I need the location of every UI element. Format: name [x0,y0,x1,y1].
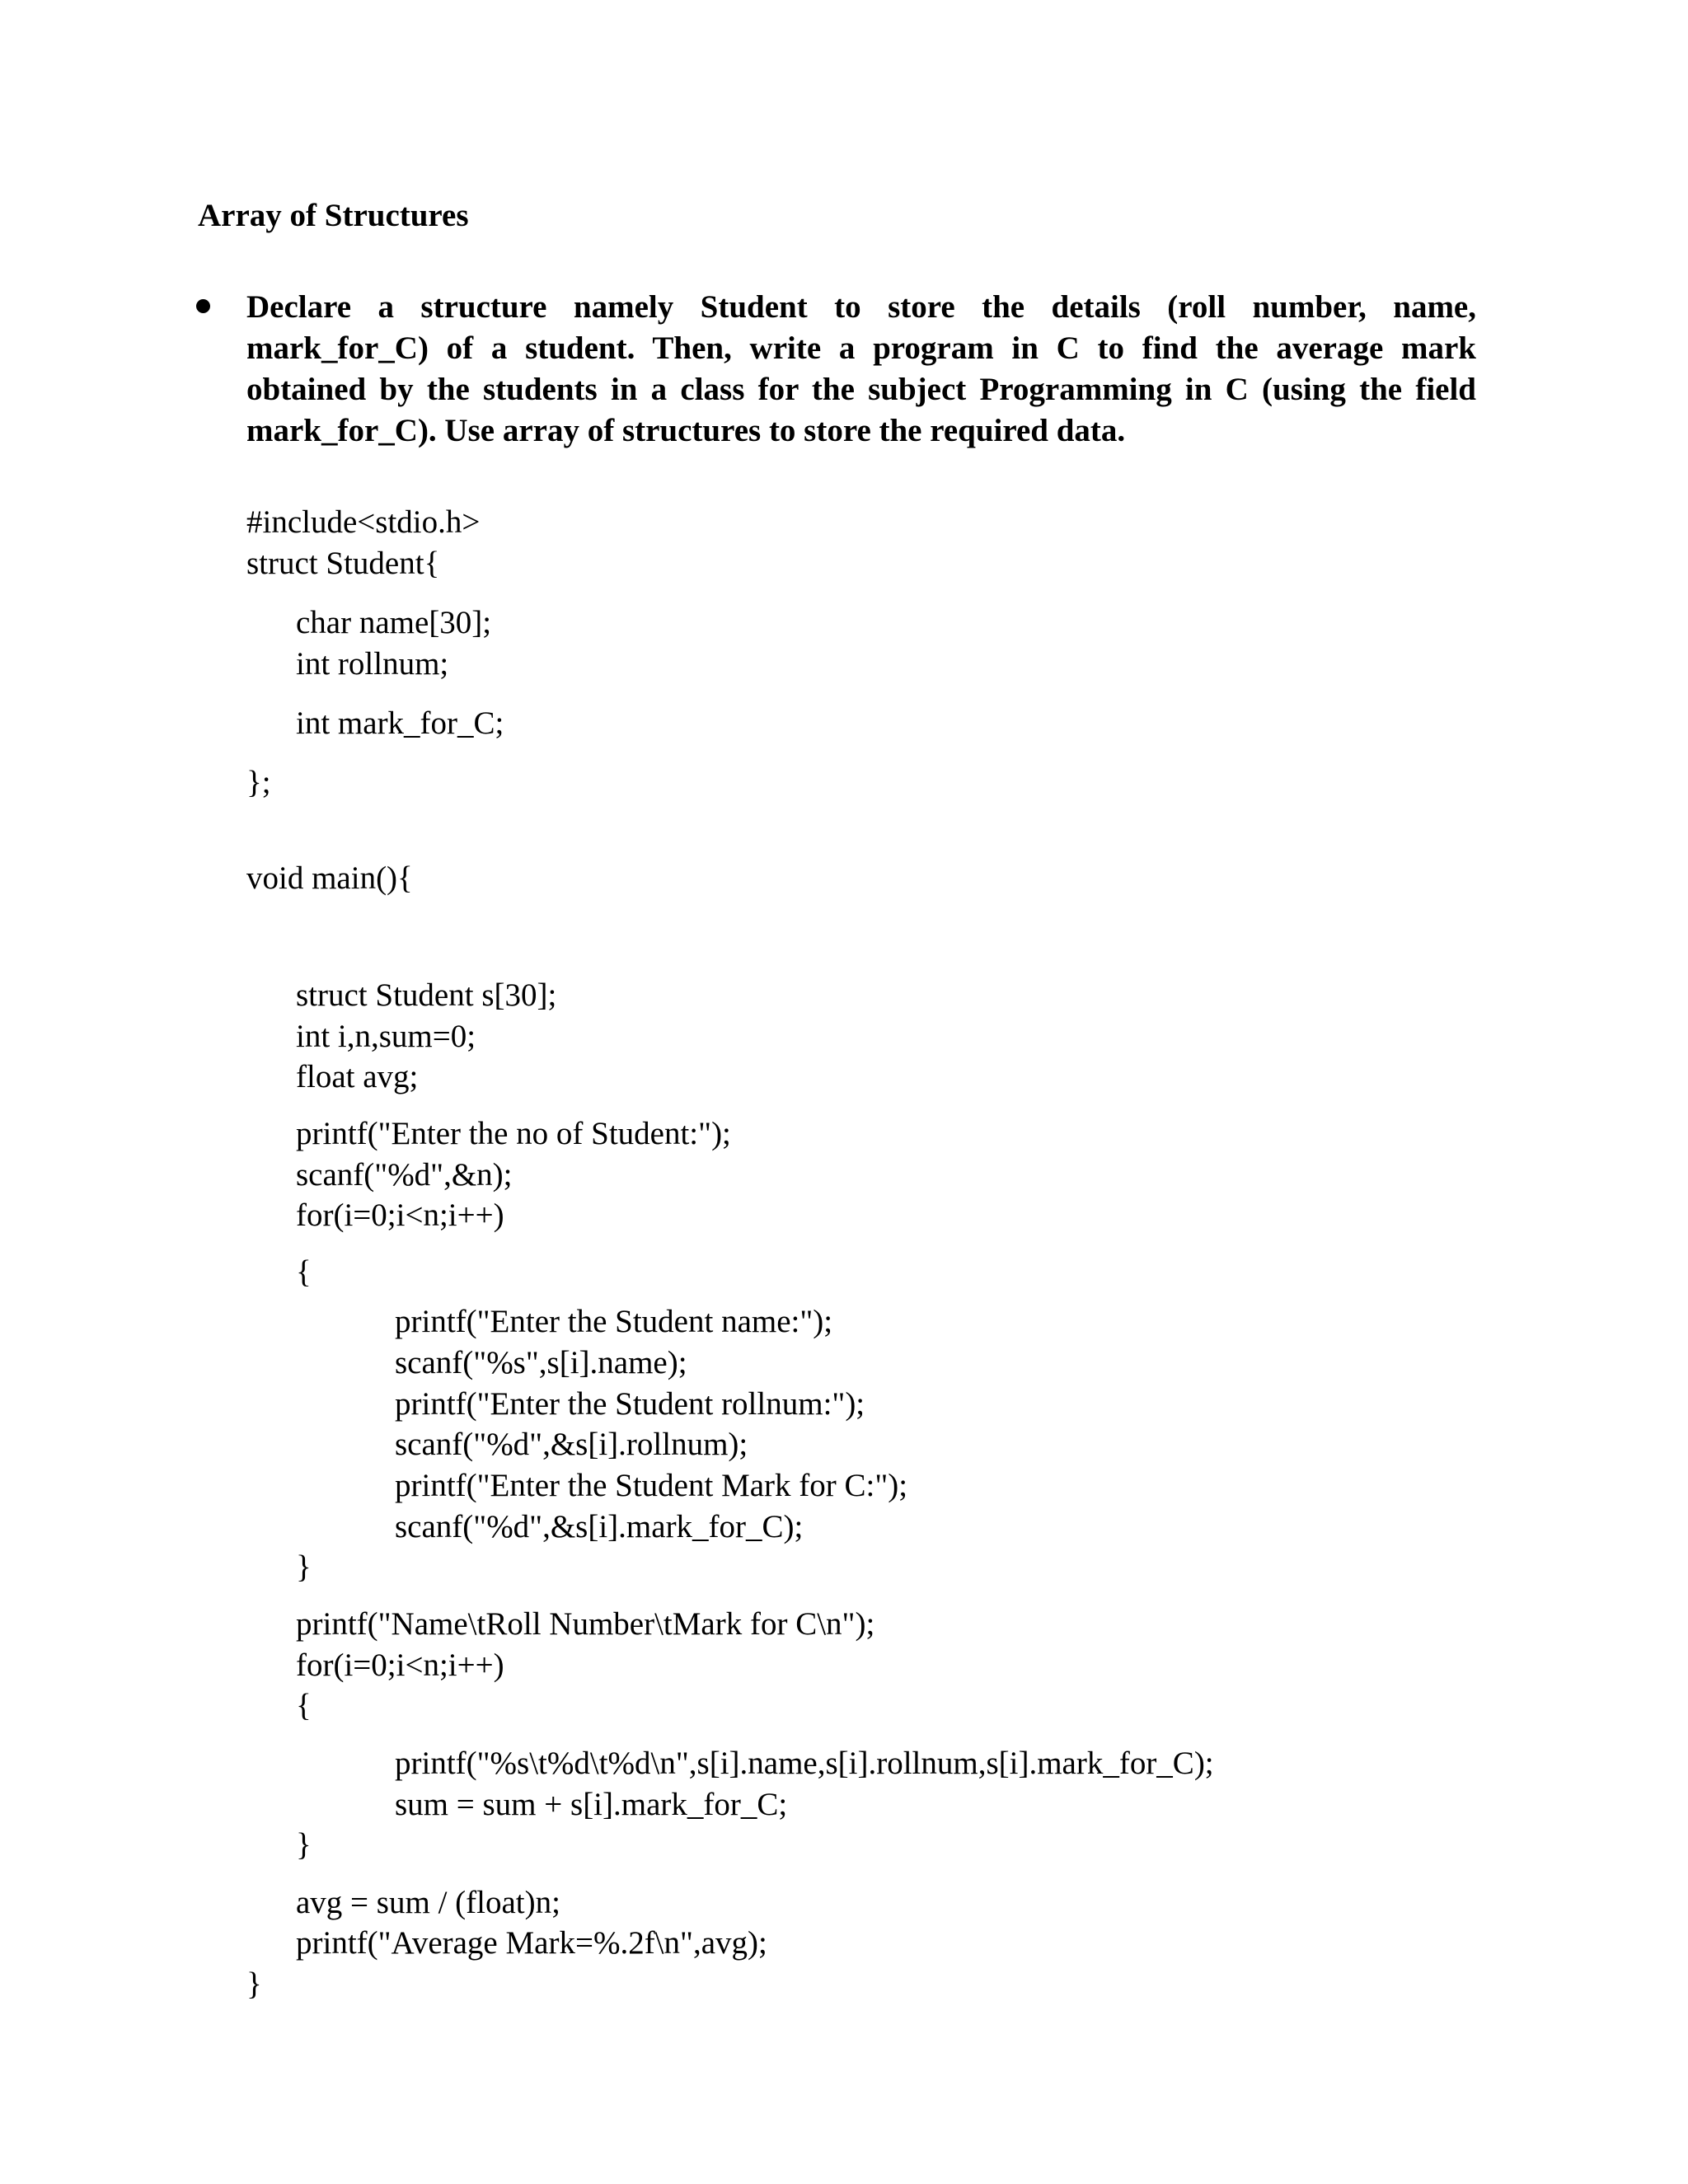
code-line: printf("Name\tRoll Number\tMark for C\n"); [296,1606,875,1642]
code-line: #include<stdio.h> [246,504,481,540]
code-line: float avg; [296,1059,419,1094]
code-line: int i,n,sum=0; [296,1019,476,1054]
code-line: scanf("%d",&n); [296,1157,513,1193]
code-line: }; [246,765,271,800]
code-line: avg = sum / (float)n; [296,1885,560,1920]
question-line: mark_for_C). Use array of structures to store the required data. [246,413,1126,448]
code-line: struct Student{ [246,546,440,581]
code-line: void main(){ [246,860,413,896]
code-line: } [296,1549,312,1585]
code-line: } [246,1966,262,2002]
code-line: printf("Enter the Student rollnum:"); [395,1386,865,1422]
code-line: struct Student s[30]; [296,977,557,1013]
code-line: scanf("%d",&s[i].rollnum); [395,1427,748,1462]
code-line: char name[30]; [296,605,492,640]
page-title: Array of Structures [198,198,469,233]
question-line: Declare a structure namely Student to store the details (roll number, name, [246,289,1476,325]
bullet-point [196,299,210,313]
question-line: obtained by the students in a class for the subject Programming in C (using the field [246,372,1476,407]
code-line: int rollnum; [296,646,449,682]
code-line: printf("Average Mark=%.2f\n",avg); [296,1925,767,1961]
code-line: printf("Enter the Student Mark for C:"); [395,1468,908,1503]
code-line: } [296,1827,312,1863]
code-line: scanf("%s",s[i].name); [395,1345,687,1380]
code-line: printf("Enter the Student name:"); [395,1304,833,1339]
question-text [246,287,1476,452]
code-line: printf("Enter the no of Student:"); [296,1116,731,1151]
code-line: { [296,1688,312,1723]
code-line: for(i=0;i<n;i++) [296,1647,504,1683]
code-line: int mark_for_C; [296,705,504,741]
question-line: mark_for_C) of a student. Then, write a program in C to find the average mark [246,330,1476,366]
code-line: scanf("%d",&s[i].mark_for_C); [395,1509,804,1544]
code-line: printf("%s\t%d\t%d\n",s[i].name,s[i].rollnum,s[i].mark_for_C); [395,1746,1214,1781]
code-line: sum = sum + s[i].mark_for_C; [395,1787,788,1822]
code-line: for(i=0;i<n;i++) [296,1197,504,1233]
code-line: { [296,1254,312,1290]
